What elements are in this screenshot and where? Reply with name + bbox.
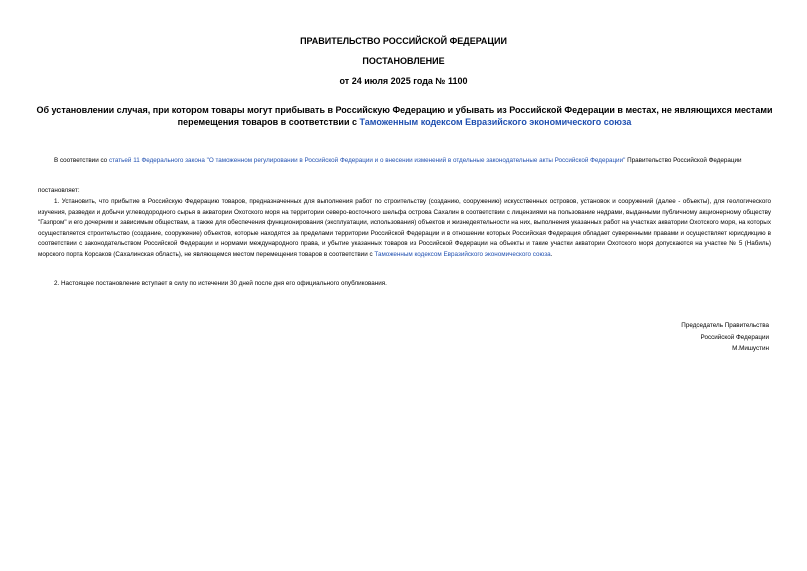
preamble-paragraph xyxy=(38,156,771,167)
document-title xyxy=(36,104,773,128)
preamble-end: Правительство Российской Федерации xyxy=(625,157,742,164)
title-code-link[interactable]: Таможенным кодексом Евразийского экономического союза xyxy=(359,117,632,127)
decides-paragraph: постановляет: xyxy=(38,187,80,194)
customs-code-link[interactable]: Таможенным кодексом Евразийского экономического союза xyxy=(374,250,551,258)
item-1-end: . xyxy=(550,250,553,258)
item-1-paragraph xyxy=(38,197,771,261)
item-2-paragraph: 2. Настоящее постановление вступает в силу по истечении 30 дней после дня его официального опубликования. xyxy=(54,280,387,287)
item-1-text: 1. Установить, что прибытие в Российскую Федерацию товаров, предназначенных для выполнения работ по строительству (созданию, сооружению) искусственных островов, установок и сооружений (далее - объекты), для геологического изучения, разведки и добычи углеводородного сырья в акватории Охотского моря на территории северо-восточного шельфа острова Сахалин в соответствии с лицензиями на пользование недрами, выданными публичному акционерному обществу "Газпром" и его дочерним и зависимым обществам, а также для обеспечения функционирования (эксплуатации, использования) объектов и жизнедеятельности на них, выполнения указанных работ на участках акватории Охотского моря, на которых осуществляется строительство (создание, сооружение) объектов, которые находятся за пределами территории Российской Федерации и в отношении которых Российская Федерация обладает суверенными правами и осуществляет юрисдикцию в соответствии с законодательством Российской Федерации и нормами международного права, и убытие указанных товаров из Российской Федерации на объекты и такие участки акватории Охотского моря допускаются на участке № 5 (Набиль) морского порта Корсаков (Сахалинская область), не являющемся местом перемещения товаров в соответствии с xyxy=(38,198,771,258)
signature-position-line2: Российской Федерации xyxy=(700,333,769,341)
title-text: Об установлении случая, при котором товары могут прибывать в Российскую Федерацию и убывать из Российской Федерации в местах, не являющихся местами перемещения товаров в соответствии с xyxy=(36,105,773,127)
signature-position-line1: Председатель Правительства xyxy=(681,322,769,329)
signature-name: М.Мишустин xyxy=(732,345,769,352)
government-heading: ПРАВИТЕЛЬСТВО РОССИЙСКОЙ ФЕДЕРАЦИИ xyxy=(300,36,507,46)
date-number-heading: от 24 июля 2025 года № 1100 xyxy=(339,76,468,86)
federal-law-link[interactable]: статьей 11 Федерального закона "О таможенном регулировании в Российской Федерации и о внесении изменений в отдельные законодательные акты Российской Федерации" xyxy=(108,157,626,164)
preamble-start: В соответствии со xyxy=(54,157,109,164)
signature-block xyxy=(569,320,769,355)
document-type-heading: ПОСТАНОВЛЕНИЕ xyxy=(362,56,445,66)
